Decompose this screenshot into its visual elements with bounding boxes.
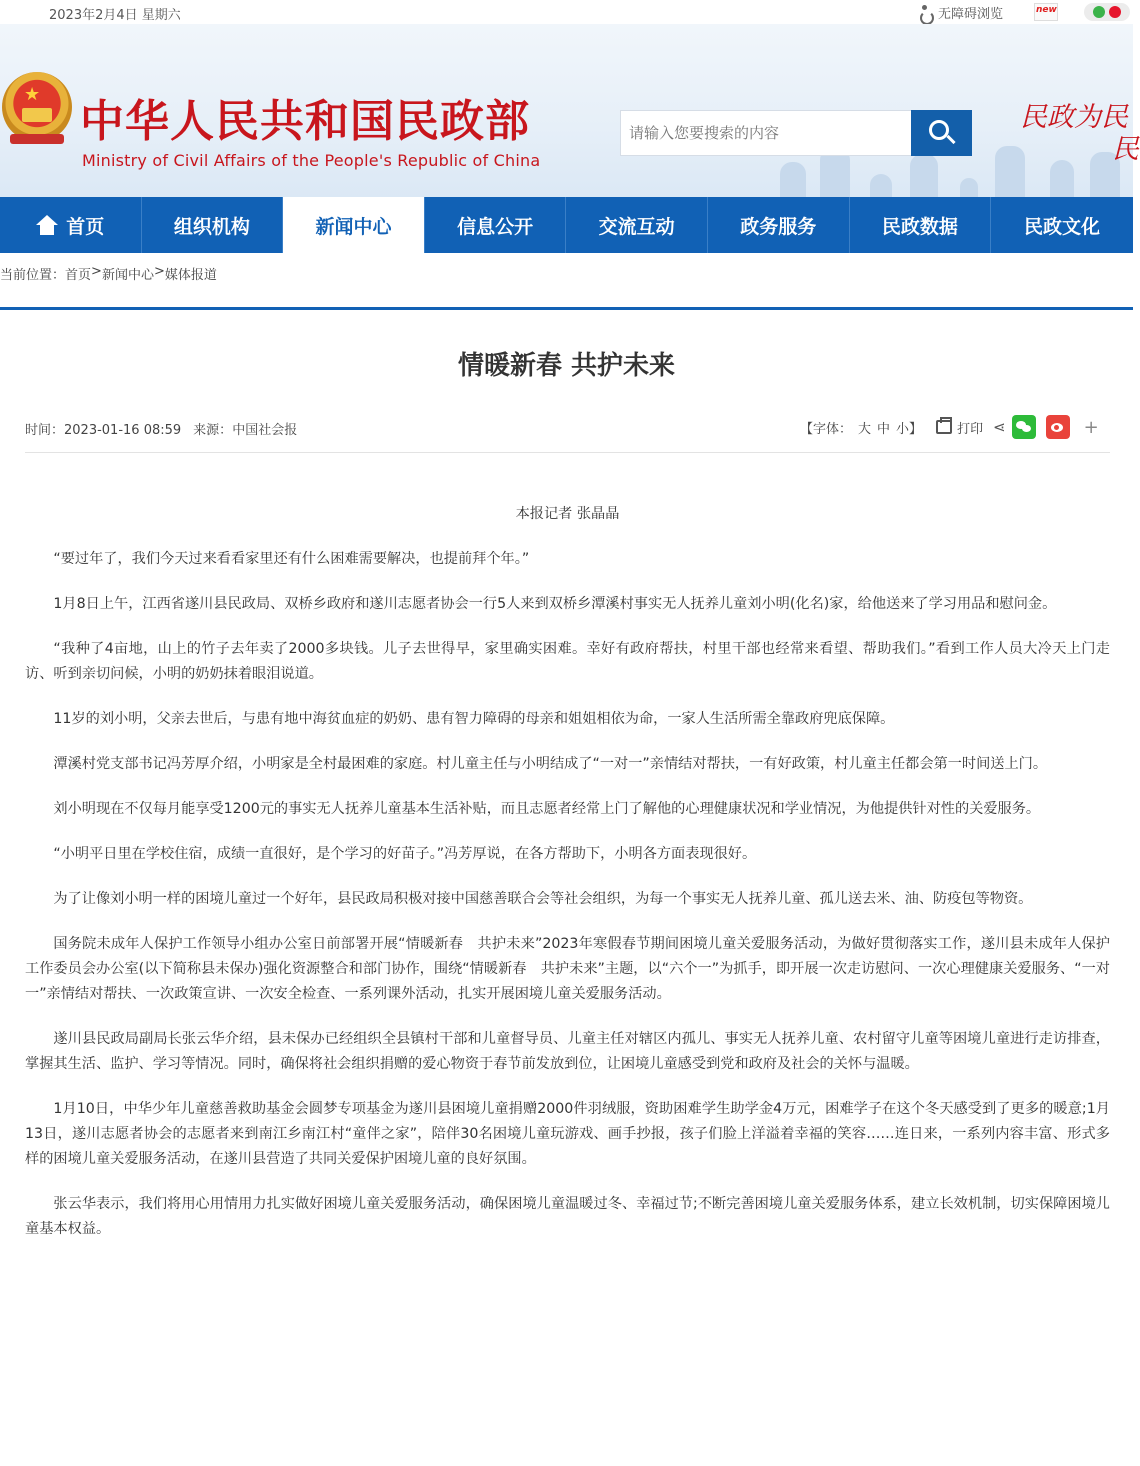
wechat-icon[interactable] — [1093, 6, 1105, 18]
breadcrumb — [0, 264, 217, 283]
search-button[interactable] — [911, 110, 972, 156]
font-small-button[interactable]: 小】 — [896, 421, 923, 437]
social-links[interactable] — [1084, 3, 1130, 21]
article-meta — [25, 419, 297, 438]
nav-organization[interactable]: 组织机构 — [142, 197, 284, 253]
time-label: 时间： — [25, 423, 65, 438]
print-button[interactable]: 打印 — [957, 421, 984, 437]
publish-time: 2023-01-16 08:59 — [64, 423, 182, 438]
font-size-control — [800, 418, 922, 437]
new-badge: new — [1036, 5, 1057, 15]
accessibility-label: 无障碍浏览 — [938, 7, 1004, 22]
breadcrumb-home[interactable]: 首页 — [65, 268, 92, 283]
nav-civil-culture[interactable]: 民政文化 — [1023, 215, 1100, 238]
site-title-cn[interactable]: 中华人民共和国民政部 — [80, 96, 530, 147]
divider — [25, 452, 1110, 453]
search-box — [620, 110, 971, 156]
top-bar — [0, 0, 1133, 24]
byline: 本报记者 张晶晶 — [515, 506, 620, 522]
paragraph: 1月8日上午，江西省遂川县民政局、双桥乡政府和遂川志愿者协会一行5人来到双桥乡潭溪村事实无人抚养儿童刘小明(化名)家，给他送来了学习用品和慰问金。 — [53, 596, 1057, 612]
paragraph: “要过年了，我们今天过来看看家里还有什么困难需要解决，也提前拜个年。” — [53, 551, 530, 567]
font-label: 【字体： — [800, 421, 853, 437]
weibo-icon[interactable] — [1109, 6, 1121, 18]
search-input[interactable] — [621, 111, 911, 155]
breadcrumb-prefix: 当前位置： — [0, 268, 66, 283]
current-date: 2023年2月4日 星期六 — [49, 8, 181, 23]
accessibility-link[interactable] — [918, 3, 1003, 22]
breadcrumb-media-reports[interactable]: 媒体报道 — [164, 268, 217, 283]
paragraph: “小明平日里在学校住宿，成绩一直很好，是个学习的好苗子。”冯芳厚说，在各方帮助下，小明各方面表现很好。 — [53, 846, 757, 862]
slogan-line-1: 民政为民 — [1020, 102, 1128, 133]
plus-icon[interactable]: + — [1083, 416, 1099, 438]
nav-news-center[interactable]: 新闻中心 — [283, 197, 425, 253]
main-nav — [0, 197, 1133, 253]
source-label: 来源： — [193, 423, 233, 438]
paragraph: 1月10日，中华少年儿童慈善救助基金会圆梦专项基金为遂川县困境儿童捐赠2000件羽绒服，资助困难学生助学金4万元，困难学子在这个冬天感受到了更多的暖意;1月13日，遂川志愿者协会的志愿者来到南江乡南江村“童伴之家”，陪伴30名困境儿童玩游戏、画手抄报，孩子们脸上洋溢着幸福的笑容……连日来，一系列内容丰富、形式多样的困境儿童关爱服务活动，在遂川县营造了共同关爱保护困境儿童的良好氛围。 — [25, 1101, 1110, 1167]
print-icon[interactable] — [936, 420, 952, 434]
slogan-line-2: 民 — [1112, 134, 1139, 165]
paragraph: “我种了4亩地，山上的竹子去年卖了2000多块钱。儿子去世得早，家里确实困难。幸好有政府帮扶，村里干部也经常来看望、帮助我们。”看到工作人员大冷天上门走访、听到亲切问候，小明的奶奶抹着眼泪说道。 — [25, 641, 1110, 682]
wechat-share-icon[interactable] — [1012, 415, 1036, 439]
weibo-share-icon[interactable] — [1046, 415, 1070, 439]
nav-gov-services[interactable]: 政务服务 — [708, 197, 850, 253]
paragraph: 潭溪村党支部书记冯芳厚介绍，小明家是全村最困难的家庭。村儿童主任与小明结成了“一对一”亲情结对帮扶，一有好政策，村儿童主任都会第一时间送上门。 — [53, 756, 1048, 772]
paragraph: 为了让像刘小明一样的困境儿童过一个好年，县民政局积极对接中国慈善联合会等社会组织，为每一个事实无人抚养儿童、孤儿送去米、油、防疫包等物资。 — [53, 891, 1033, 907]
nav-home[interactable] — [0, 197, 142, 253]
breadcrumb-news-center[interactable]: 新闻中心 — [101, 268, 154, 283]
nav-interaction[interactable]: 交流互动 — [566, 197, 708, 253]
divider — [0, 307, 1133, 310]
font-medium-button[interactable]: 中 — [877, 421, 891, 437]
breadcrumb-sep: > — [91, 264, 102, 279]
article-tools — [800, 414, 1099, 440]
paragraph: 张云华表示，我们将用心用情用力扎实做好困境儿童关爱服务活动，确保困境儿童温暖过冬、幸福过节;不断完善困境儿童关爱服务体系，建立长效机制，切实保障困境儿童基本权益。 — [25, 1196, 1110, 1237]
article-title: 情暖新春 共护未来 — [457, 351, 676, 381]
font-large-button[interactable]: 大 — [858, 421, 872, 437]
home-icon — [36, 215, 58, 235]
site-title-en[interactable]: Ministry of Civil Affairs of the People's Republic of China — [82, 151, 541, 170]
paragraph: 遂川县民政局副局长张云华介绍，县未保办已经组织全县镇村干部和儿童督导员、儿童主任对辖区内孤儿、事实无人抚养儿童、农村留守儿童等困境儿童进行走访排查，掌握其生活、监护、学习等情况。同时，确保将社会组织捐赠的爱心物资于春节前发放到位，让困境儿童感受到党和政府及社会的关怀与温暖。 — [25, 1031, 1110, 1072]
wheelchair-icon — [918, 5, 934, 21]
nav-label: 首页 — [66, 215, 105, 238]
new-icon[interactable] — [1034, 3, 1058, 21]
paragraph: 刘小明现在不仅每月能享受1200元的事实无人抚养儿童基本生活补贴，而且志愿者经常上门了解他的心理健康状况和学业情况，为他提供针对性的关爱服务。 — [53, 801, 1041, 817]
paragraph: 11岁的刘小明，父亲去世后，与患有地中海贫血症的奶奶、患有智力障碍的母亲和姐姐相依为命，一家人生活所需全靠政府兜底保障。 — [53, 711, 895, 727]
paragraph: 国务院未成年人保护工作领导小组办公室日前部署开展“情暖新春 共护未来”2023年寒假春节期间困境儿童关爱服务活动，为做好贯彻落实工作，遂川县未成年人保护工作委员会办公室(以下简称县未保办)强化资源整合和部门协作，围绕“情暖新春 共护未来”主题，以“六个一”为抓手，即开展一次走访慰问、一次心理健康关爱服务、“一对一”亲情结对帮扶、一次政策宣讲、一次安全检查、一系列课外活动，扎实开展困境儿童关爱服务活动。 — [25, 936, 1110, 1002]
article-source: 中国社会报 — [232, 423, 298, 438]
site-header — [0, 24, 1139, 197]
breadcrumb-sep: > — [153, 264, 165, 279]
share-icon[interactable]: ⋖ — [993, 418, 1006, 436]
nav-info-disclosure[interactable]: 信息公开 — [425, 197, 567, 253]
article-body — [25, 502, 1110, 1262]
nav-civil-data[interactable]: 民政数据 — [850, 197, 992, 253]
national-emblem-icon: ★ — [2, 72, 72, 148]
slogan — [1020, 102, 1139, 165]
